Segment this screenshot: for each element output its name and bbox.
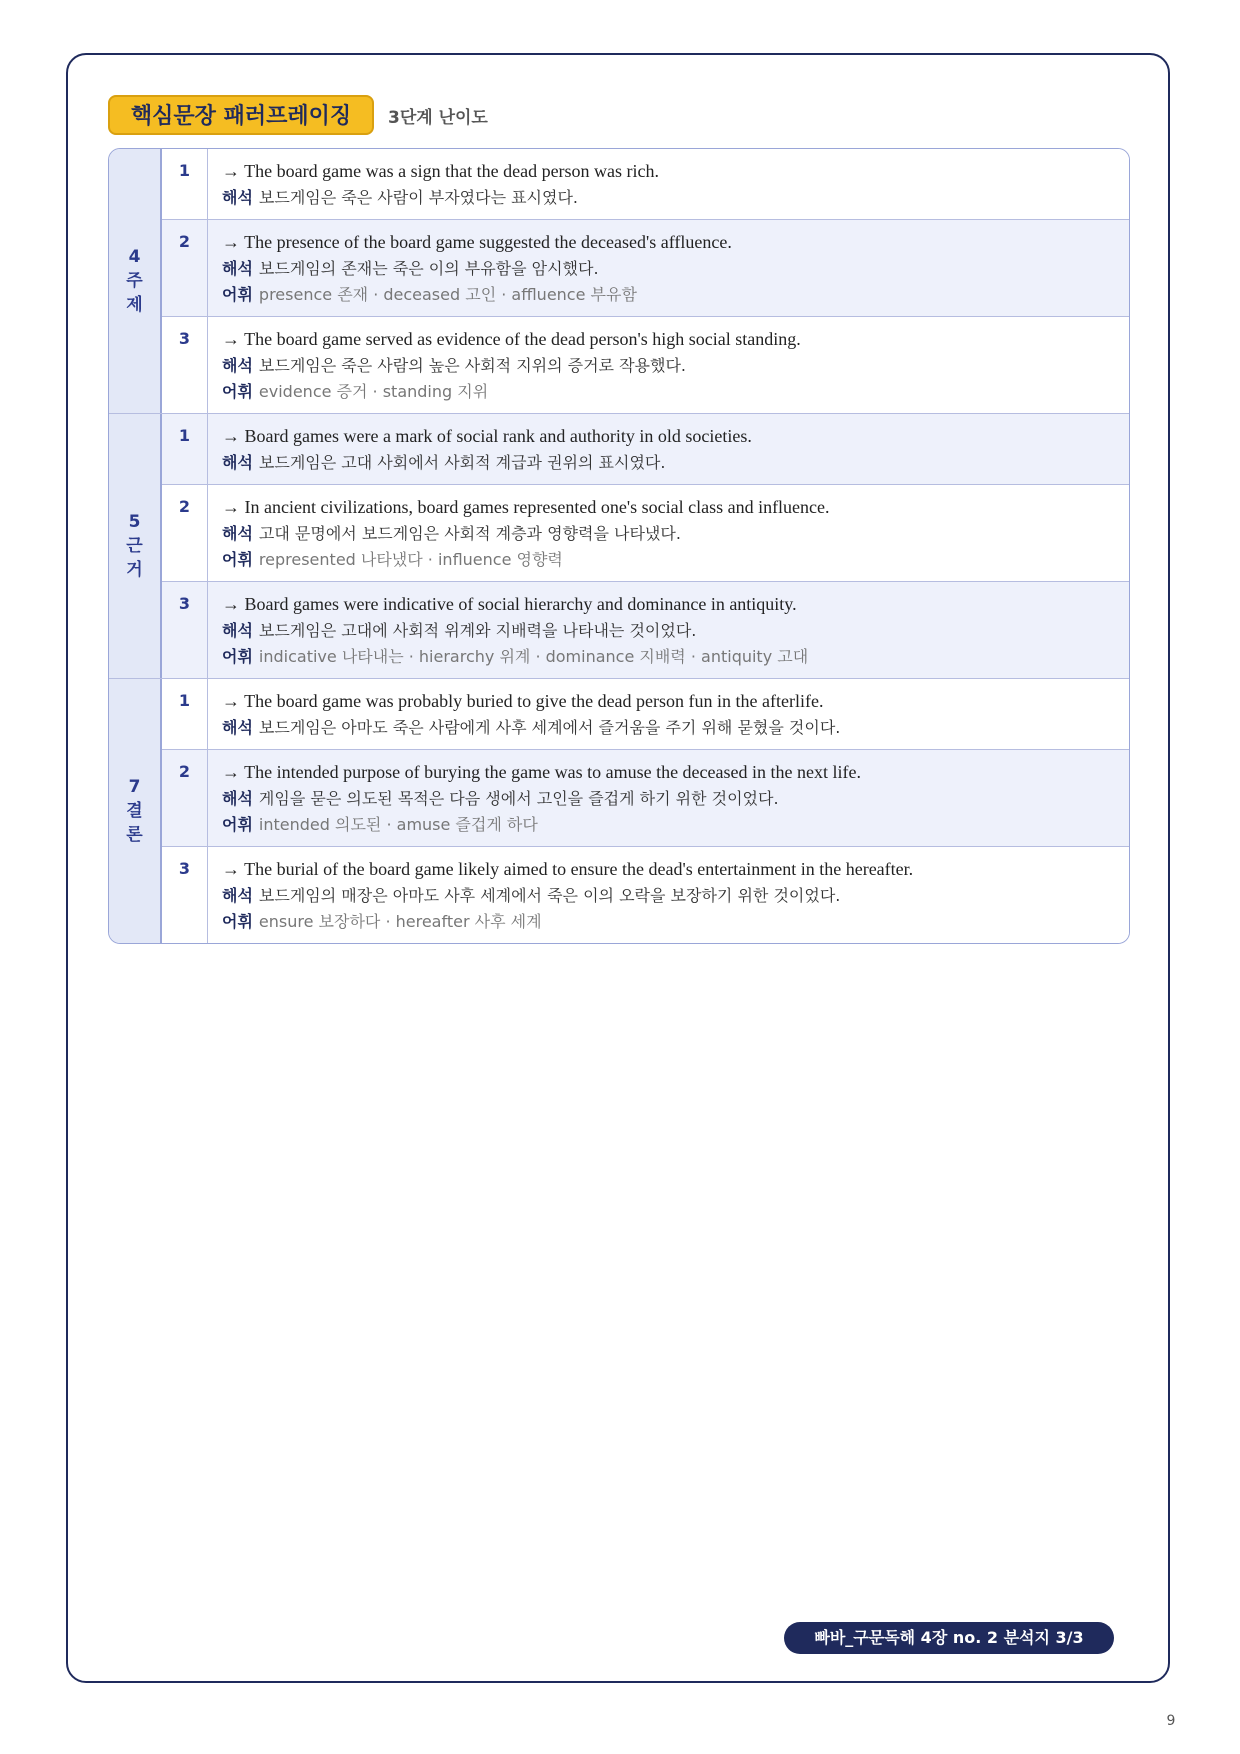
row-number: 3 (162, 847, 208, 943)
translation-text: 보드게임은 죽은 사람이 부자였다는 표시였다. (258, 188, 579, 207)
vocab-tag: 어휘 (222, 912, 253, 931)
translation-text: 보드게임은 고대 사회에서 사회적 계급과 권위의 표시였다. (258, 453, 666, 472)
vocab-text: evidence 증거 · standing 지위 (258, 382, 489, 401)
translation-text: 보드게임은 아마도 죽은 사람에게 사후 세계에서 즐거움을 주기 위해 묻혔을 것이다. (258, 718, 841, 737)
section-5 (109, 414, 1129, 679)
row-number: 3 (162, 317, 208, 413)
translation-tag: 해석 (222, 453, 253, 472)
vocab-line (222, 909, 1115, 935)
row-body (208, 414, 1129, 484)
translation-line (222, 185, 1115, 211)
row-body (208, 679, 1129, 749)
section-4 (109, 149, 1129, 414)
row-number: 1 (162, 414, 208, 484)
section-title-badge: 핵심문장 패러프레이징 (108, 95, 374, 135)
translation-text: 보드게임은 고대에 사회적 위계와 지배력을 나타내는 것이었다. (258, 621, 697, 640)
row-number: 1 (162, 149, 208, 219)
row-body (208, 847, 1129, 943)
vocab-text: represented 나타냈다 · influence 영향력 (258, 550, 563, 569)
paraphrase-sentence: → Board games were indicative of social hierarchy and dominance in antiquity. (222, 594, 797, 614)
table-row (162, 679, 1129, 750)
paraphrase-sentence: → The board game served as evidence of the dead person's high social standing. (222, 329, 801, 349)
section-label-char: 거 (126, 560, 143, 580)
section-number: 4 (128, 247, 141, 267)
translation-text: 보드게임은 죽은 사람의 높은 사회적 지위의 증거로 작용했다. (258, 356, 687, 375)
translation-line (222, 450, 1115, 476)
translation-tag: 해석 (222, 356, 253, 375)
section-label-char: 결 (126, 801, 143, 821)
vocab-text: indicative 나타내는 · hierarchy 위계 · dominance 지배력 · antiquity 고대 (258, 647, 809, 666)
vocab-line (222, 812, 1115, 838)
table-row (162, 847, 1129, 943)
vocab-text: intended 의도된 · amuse 즐겁게 하다 (258, 815, 538, 834)
section-label-char: 론 (126, 825, 143, 845)
vocab-text: ensure 보장하다 · hereafter 사후 세계 (258, 912, 542, 931)
section-number: 7 (128, 777, 141, 797)
table-row (162, 414, 1129, 485)
paraphrase-sentence: → Board games were a mark of social rank and authority in old societies. (222, 426, 752, 446)
footer-badge: 빠바_구문독해 4장 no. 2 분석지 3/3 (784, 1622, 1114, 1654)
row-number: 1 (162, 679, 208, 749)
translation-line (222, 521, 1115, 547)
translation-text: 보드게임의 존재는 죽은 이의 부유함을 암시했다. (258, 259, 599, 278)
row-body (208, 582, 1129, 678)
paraphrase-table (108, 148, 1130, 944)
paraphrase-sentence: → The intended purpose of burying the game was to amuse the deceased in the next life. (222, 762, 861, 782)
paraphrase-sentence: → In ancient civilizations, board games represented one's social class and influence. (222, 497, 830, 517)
translation-tag: 해석 (222, 524, 253, 543)
row-body (208, 149, 1129, 219)
section-number: 5 (128, 512, 141, 532)
page-number: 9 (1166, 1713, 1176, 1729)
translation-text: 보드게임의 매장은 아마도 사후 세계에서 죽은 이의 오락을 보장하기 위한 것이었다. (258, 886, 841, 905)
translation-line (222, 786, 1115, 812)
section-label (109, 414, 162, 678)
vocab-line (222, 644, 1115, 670)
section-label-char: 주 (126, 271, 143, 291)
title-row (108, 95, 488, 135)
section-7 (109, 679, 1129, 943)
translation-tag: 해석 (222, 718, 253, 737)
section-label-char: 근 (126, 536, 143, 556)
vocab-text: presence 존재 · deceased 고인 · affluence 부유함 (258, 285, 637, 304)
translation-text: 고대 문명에서 보드게임은 사회적 계층과 영향력을 나타냈다. (258, 524, 681, 543)
row-body (208, 485, 1129, 581)
translation-line (222, 256, 1115, 282)
paraphrase-sentence: → The board game was probably buried to give the dead person fun in the afterlife. (222, 691, 824, 711)
translation-line (222, 618, 1115, 644)
vocab-tag: 어휘 (222, 382, 253, 401)
translation-tag: 해석 (222, 259, 253, 278)
translation-line (222, 883, 1115, 909)
section-label-char: 제 (126, 295, 143, 315)
translation-tag: 해석 (222, 621, 253, 640)
table-row (162, 750, 1129, 847)
table-row (162, 582, 1129, 678)
paraphrase-sentence: → The presence of the board game suggested the deceased's affluence. (222, 232, 732, 252)
translation-text: 게임을 묻은 의도된 목적은 다음 생에서 고인을 즐겁게 하기 위한 것이었다. (258, 789, 779, 808)
row-number: 2 (162, 485, 208, 581)
translation-tag: 해석 (222, 886, 253, 905)
vocab-tag: 어휘 (222, 815, 253, 834)
row-body (208, 317, 1129, 413)
row-number: 2 (162, 220, 208, 316)
row-body (208, 220, 1129, 316)
vocab-tag: 어휘 (222, 647, 253, 666)
translation-line (222, 715, 1115, 741)
paraphrase-sentence: → The board game was a sign that the dead person was rich. (222, 161, 660, 181)
section-label (109, 149, 162, 413)
row-number: 2 (162, 750, 208, 846)
vocab-tag: 어휘 (222, 285, 253, 304)
row-body (208, 750, 1129, 846)
table-row (162, 485, 1129, 582)
translation-line (222, 353, 1115, 379)
translation-tag: 해석 (222, 188, 253, 207)
vocab-line (222, 282, 1115, 308)
vocab-tag: 어휘 (222, 550, 253, 569)
paraphrase-sentence: → The burial of the board game likely aimed to ensure the dead's entertainment in the hereafter. (222, 859, 914, 879)
section-label (109, 679, 162, 943)
row-number: 3 (162, 582, 208, 678)
vocab-line (222, 379, 1115, 405)
vocab-line (222, 547, 1115, 573)
difficulty-level: 3단계 난이도 (388, 107, 488, 128)
translation-tag: 해석 (222, 789, 253, 808)
table-row (162, 317, 1129, 413)
table-row (162, 149, 1129, 220)
table-row (162, 220, 1129, 317)
